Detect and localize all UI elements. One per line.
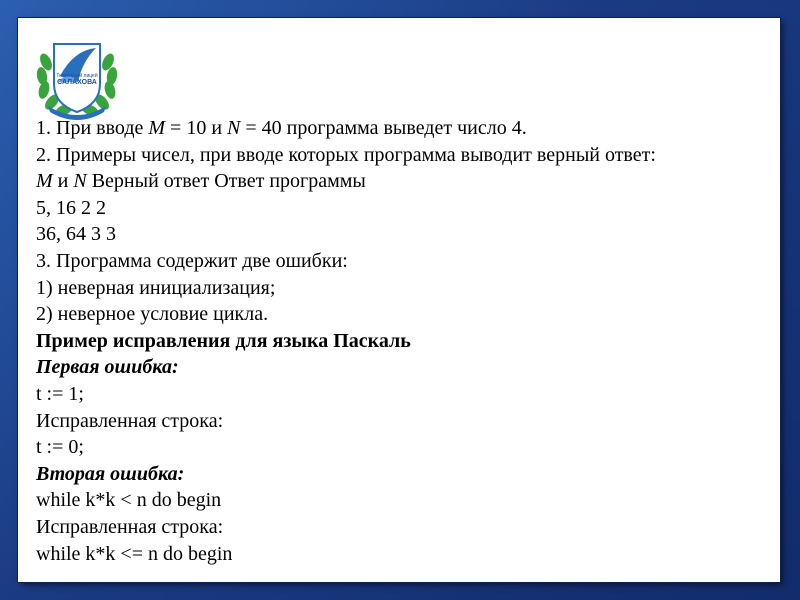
header-rest: Верный ответ Ответ программы [86, 170, 366, 193]
second-error-heading: Вторая ошибка: [36, 462, 185, 485]
var-m: M [148, 117, 166, 139]
content-panel [18, 18, 780, 582]
var-n: N [227, 117, 241, 139]
item-3: 3. Программа содержит две ошибки: [36, 249, 348, 272]
logo-line-1: Тюменский лицей [56, 73, 98, 79]
first-error-code: t := 1; [36, 382, 84, 405]
second-error-code: while k*k < n do begin [36, 489, 222, 512]
item-1-prefix: 1. При вводе [36, 117, 149, 139]
second-fixed-code: while k*k <= n do begin [36, 542, 233, 565]
table-row-1: 5, 16 2 2 [36, 196, 106, 219]
slide-text [36, 115, 776, 567]
first-fixed-code: t := 0; [36, 436, 84, 459]
logo-line-2: САЛАХОВА [57, 79, 97, 86]
item-1-eq-m: = 10 и [165, 117, 228, 139]
item-2: 2. Примеры чисел, при вводе которых программа выводит верный ответ: [36, 143, 656, 166]
item-1 [36, 115, 776, 142]
error-2: 2) неверное условие цикла. [36, 303, 269, 326]
fix-title: Пример исправления для языка Паскаль [36, 329, 411, 352]
item-1-eq-n: = 40 программа выведет число 4. [240, 117, 527, 139]
header-var-n: N [73, 170, 87, 193]
error-1: 1) неверная инициализация; [36, 276, 276, 299]
fixed-line-label-1: Исправленная строка: [36, 409, 224, 432]
logo-caption [52, 74, 102, 87]
header-var-m: M [36, 170, 53, 193]
header-and: и [52, 170, 74, 193]
fixed-line-label-2: Исправленная строка: [36, 515, 224, 538]
table-row-2: 36, 64 3 3 [36, 223, 116, 246]
table-header [36, 168, 776, 195]
first-error-heading: Первая ошибка: [36, 356, 179, 379]
